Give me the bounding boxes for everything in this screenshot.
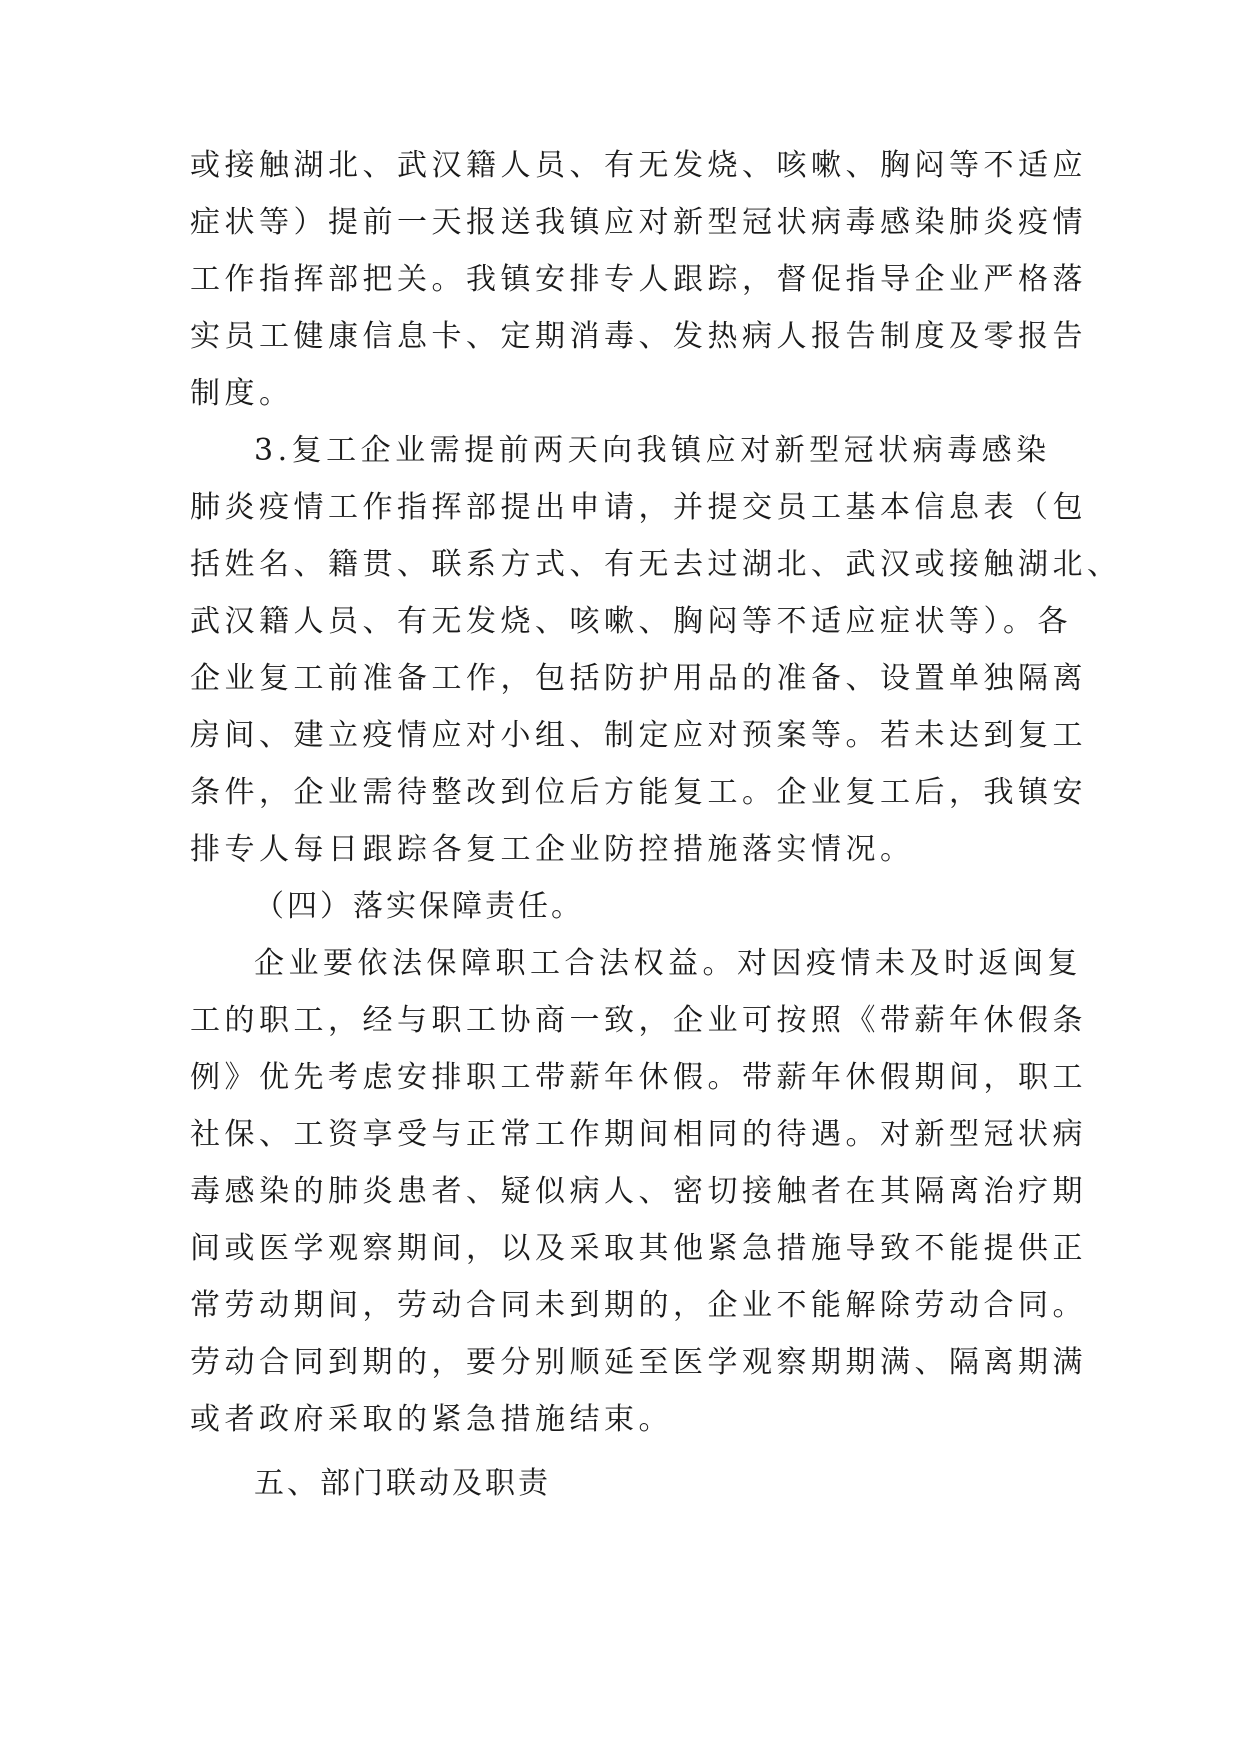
text-line: 实员工健康信息卡、定期消毒、发热病人报告制度及零报告: [190, 319, 1087, 354]
text-line: 例》优先考虑安排职工带薪年休假。带薪年休假期间，职工: [190, 1060, 1087, 1095]
text-line: 企业要依法保障职工合法权益。对因疫情未及时返闽复: [254, 946, 1082, 981]
text-line: 武汉籍人员、有无发烧、咳嗽、胸闷等不适应症状等）。各: [190, 604, 1072, 639]
text-line: 间或医学观察期间，以及采取其他紧急措施导致不能提供正: [190, 1231, 1087, 1266]
text-line: 工的职工，经与职工协商一致，企业可按照《带薪年休假条: [190, 1003, 1087, 1038]
text-line: 企业复工前准备工作，包括防护用品的准备、设置单独隔离: [190, 661, 1087, 696]
text-line: 社保、工资享受与正常工作期间相同的待遇。对新型冠状病: [190, 1117, 1087, 1152]
text-line: 房间、建立疫情应对小组、制定应对预案等。若未达到复工: [190, 718, 1087, 753]
text-line: 肺炎疫情工作指挥部提出申请，并提交员工基本信息表（包: [190, 490, 1087, 525]
text-line: 或者政府采取的紧急措施结束。: [190, 1402, 673, 1437]
text-line: 条件，企业需待整改到位后方能复工。企业复工后，我镇安: [190, 775, 1087, 810]
text-line: 3.复工企业需提前两天向我镇应对新型冠状病毒感染: [254, 433, 1051, 468]
text-line: 常劳动期间，劳动合同未到期的，企业不能解除劳动合同。: [190, 1288, 1087, 1323]
text-line: 或接触湖北、武汉籍人员、有无发烧、咳嗽、胸闷等不适应: [190, 148, 1087, 183]
text-line: 劳动合同到期的，要分别顺延至医学观察期期满、隔离期满: [190, 1345, 1087, 1380]
text-line: 排专人每日跟踪各复工企业防控措施落实情况。: [190, 832, 915, 867]
text-line: 毒感染的肺炎患者、疑似病人、密切接触者在其隔离治疗期: [190, 1174, 1087, 1209]
section-heading: 五、部门联动及职责: [254, 1466, 551, 1501]
text-line: 括姓名、籍贯、联系方式、有无去过湖北、武汉或接触湖北、: [190, 547, 1122, 582]
text-line: 制度。: [190, 376, 294, 411]
text-line: 工作指挥部把关。我镇安排专人跟踪，督促指导企业严格落: [190, 262, 1087, 297]
text-line: 症状等）提前一天报送我镇应对新型冠状病毒感染肺炎疫情: [190, 205, 1087, 240]
section-heading: （四）落实保障责任。: [254, 889, 584, 924]
